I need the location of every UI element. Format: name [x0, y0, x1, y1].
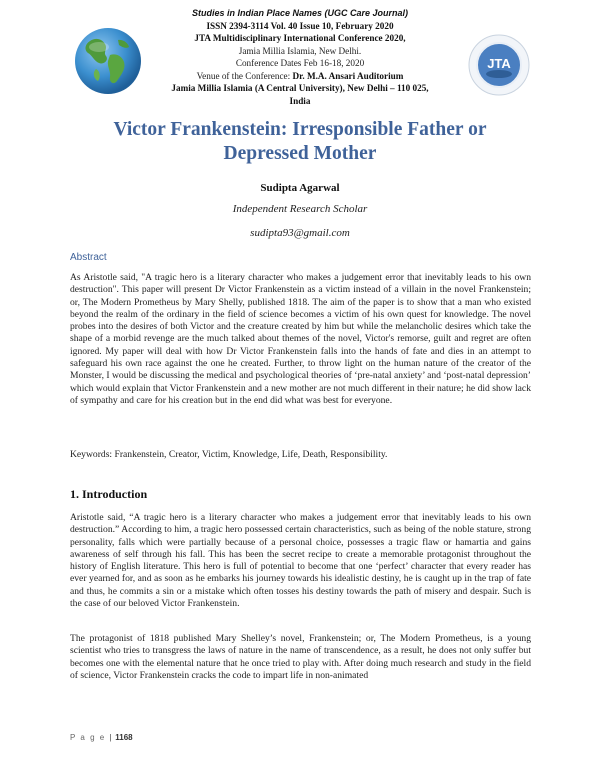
globe-logo-icon: [72, 25, 144, 97]
conference-host: Jamia Millia Islamia, New Delhi.: [238, 45, 362, 56]
paper-title-line-2: Depressed Mother: [223, 143, 377, 164]
abstract-text: As Aristotle said, "A tragic hero is a literary character who makes a judgement error that inevitably leads to his own destruction". This paper will present Dr Victor Frankenstein as a victim instead of a villain in the novel Frankenstein; or, The Modern Prometheus by Mary Shelly, published 1818. The aim of the paper is to show that a man who existed beyond the realm of the ordinary in the field of science becomes a victim of his own quest for knowledge. The novel probes into the desires of both Victor and the creature created by him but while the melancholic desires which take the shape of a morbid revenge are the much talked about themes of the novel, Victor's remorse, guilt and regret are often ignored. My paper will deal with how Dr Victor Frankenstein falls into the hands of fate and dies in an attempt to safeguard his own race against the one he created. Further, to throw light on the human nature of the creator of the Monster, I would be discussing the medical and psychological theories of ‘pre-natal anxiety’ and ‘post-natal depression’ which would explain that Victor Frankenstein and a new mother are not much different in their nature; he did show lack of sympathy and care for his creation but in the end did what was best for everyone.: [70, 272, 531, 406]
journal-name: Studies in Indian Place Names (UGC Care Journal): [191, 8, 409, 18]
venue-label: Venue of the Conference:: [196, 70, 291, 81]
author-email[interactable]: sudipta93@gmail.com: [250, 227, 350, 239]
page-separator: |: [109, 733, 112, 742]
abstract-heading: Abstract: [70, 252, 107, 263]
jta-logo-icon: [467, 33, 531, 97]
paper-title: [70, 118, 530, 166]
introduction-paragraph-1: Aristotle said, “A tragic hero is a literary character who makes a judgement error that inevitably leads to his own destruction.” According to him, a tragic hero possessed certain characteristics, such as being of the noble stature, strong personality, falls which were partially because of a personal choice, possesses a tragic flaw or hamartia and gains awareness of self through his fall. This has been the secret recipe to create a memorable protagonist throughout the history of English literature. This hero is full of potential to become that one ‘perfect’ character that every reader has ever yearned for, and as soon as he embarks his journey towards his idealistic destiny, he is caught up in the trap of fate and thus, he commits a sin or a mistake which often tosses his destiny towards the path of misery and despair. Such is the case of our beloved Victor Frankenstein.: [70, 512, 531, 610]
keywords: Keywords: Frankenstein, Creator, Victim, Knowledge, Life, Death, Responsibility.: [70, 449, 388, 460]
conference-venue: [150, 70, 450, 83]
introduction-paragraph-2: The protagonist of 1818 published Mary Shelley’s novel, Frankenstein; or, The Modern Prometheus, is a young scientist who tries to transgress the laws of nature in the name of transcendence, as a result, he does not only suffer but becomes one with the elemental nature that he once tried to play with. After doing much research and study in the field of science, Victor Frankenstein cracks the code to impart life in non-animated: [70, 633, 531, 681]
page-footer: [70, 733, 133, 742]
page-label: P a g e: [70, 733, 106, 742]
conference-dates: Conference Dates Feb 16-18, 2020: [235, 58, 365, 68]
paper-title-line-1: Victor Frankenstein: Irresponsible Father or: [113, 119, 487, 140]
conference-name: JTA Multidisciplinary International Conference 2020,: [194, 33, 406, 43]
page-number: 1168: [115, 733, 133, 742]
jta-logo-text: JTA: [487, 56, 511, 71]
venue-name: Dr. M.A. Ansari Auditorium: [292, 70, 404, 81]
journal-header: [150, 7, 450, 107]
venue-address: Jamia Millia Islamia (A Central University), New Delhi – 110 025,: [171, 83, 429, 93]
introduction-heading: 1. Introduction: [70, 487, 148, 501]
venue-country: India: [289, 95, 311, 106]
author-name: Sudipta Agarwal: [260, 182, 340, 194]
issn-line: ISSN 2394-3114 Vol. 40 Issue 10, February 2020: [206, 20, 394, 31]
author-affiliation: Independent Research Scholar: [232, 203, 368, 215]
